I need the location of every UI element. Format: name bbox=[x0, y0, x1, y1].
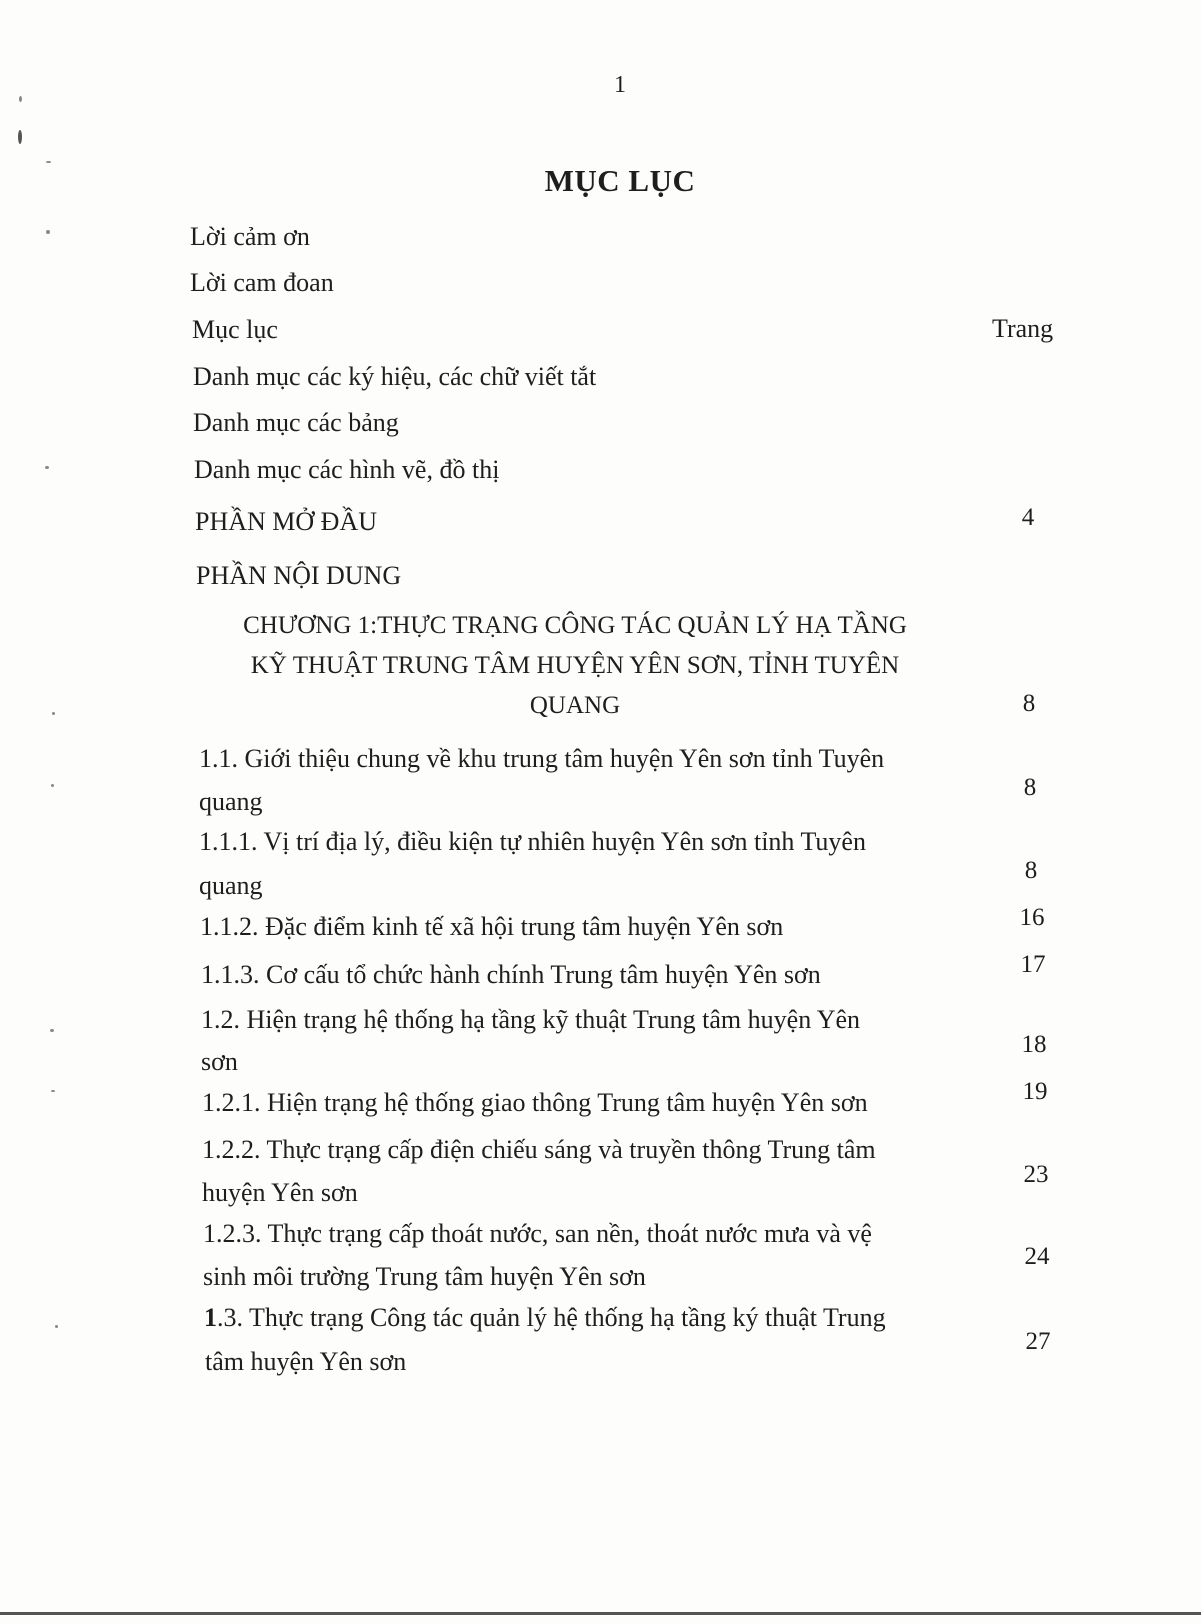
toc-chapter-line: CHƯƠNG 1:THỰC TRẠNG CÔNG TÁC QUẢN LÝ HẠ TẦNG bbox=[243, 612, 907, 639]
toc-page-number: 8 bbox=[1024, 857, 1038, 884]
toc-chapter-line: QUANG bbox=[529, 692, 621, 719]
toc-page-number: 4 bbox=[1021, 504, 1035, 531]
toc-page-number: 24 bbox=[1024, 1243, 1050, 1270]
toc-page-number: 27 bbox=[1025, 1328, 1051, 1355]
toc-page-number: 17 bbox=[1020, 951, 1046, 978]
page-column-header: Trang bbox=[992, 314, 1054, 343]
toc-page-number: 8 bbox=[1022, 690, 1036, 717]
scan-mark bbox=[18, 130, 22, 144]
toc-entry-continued: tâm huyện Yên sơn bbox=[205, 1347, 407, 1376]
scan-mark bbox=[50, 1029, 54, 1032]
toc-entry: 1.1.3. Cơ cấu tổ chức hành chính Trung tâm huyện Yên sơn bbox=[201, 960, 821, 989]
toc-page-number: 23 bbox=[1023, 1161, 1049, 1188]
toc-entry-prefix: 1 bbox=[204, 1303, 217, 1332]
page-bottom-edge bbox=[0, 1612, 1201, 1615]
toc-entry: 1.1.2. Đặc điểm kinh tế xã hội trung tâm huyện Yên sơn bbox=[200, 912, 784, 941]
toc-entry-contents: Mục lục bbox=[192, 315, 278, 344]
toc-chapter-line: KỸ THUẬT TRUNG TÂM HUYỆN YÊN SƠN, TỈNH TUYÊN bbox=[250, 652, 900, 679]
toc-entry: 1.1.1. Vị trí địa lý, điều kiện tự nhiên huyện Yên sơn tỉnh Tuyên bbox=[199, 827, 866, 856]
toc-entry-tables: Danh mục các bảng bbox=[193, 408, 399, 437]
toc-entry-continued: sơn bbox=[201, 1047, 238, 1076]
toc-entry: 1.2.3. Thực trạng cấp thoát nước, san nền, thoát nước mưa và vệ bbox=[203, 1219, 872, 1248]
scan-mark bbox=[55, 1325, 58, 1328]
toc-entry-continued: huyện Yên sơn bbox=[202, 1178, 358, 1207]
scan-mark bbox=[46, 230, 50, 234]
toc-page-number: 19 bbox=[1022, 1078, 1048, 1105]
scan-mark bbox=[51, 784, 54, 787]
toc-entry-continued: quang bbox=[199, 871, 263, 900]
toc-page-number: 16 bbox=[1019, 904, 1045, 931]
toc-entry bbox=[204, 1303, 886, 1333]
toc-part-intro: PHẦN MỞ ĐẦU bbox=[195, 507, 378, 536]
toc-entry: 1.2.1. Hiện trạng hệ thống giao thông Trung tâm huyện Yên sơn bbox=[202, 1088, 868, 1117]
toc-entry-text: .3. Thực trạng Công tác quản lý hệ thống hạ tầng ký thuật Trung bbox=[217, 1303, 886, 1332]
toc-entry: 1.1. Giới thiệu chung về khu trung tâm huyện Yên sơn tỉnh Tuyên bbox=[199, 744, 885, 773]
page-title: MỤC LỤC bbox=[544, 163, 696, 198]
scan-mark bbox=[52, 712, 55, 715]
toc-entry-figures: Danh mục các hình vẽ, đồ thị bbox=[194, 455, 500, 484]
toc-entry: 1.2.2. Thực trạng cấp điện chiếu sáng và truyền thông Trung tâm bbox=[202, 1135, 876, 1164]
toc-entry-declaration: Lời cam đoan bbox=[190, 268, 334, 297]
scan-mark bbox=[46, 161, 51, 163]
scan-mark bbox=[51, 1090, 55, 1092]
toc-entry-abbreviations: Danh mục các ký hiệu, các chữ viết tắt bbox=[193, 362, 597, 391]
toc-page-number: 8 bbox=[1023, 774, 1037, 801]
toc-entry: 1.2. Hiện trạng hệ thống hạ tầng kỹ thuật Trung tâm huyện Yên bbox=[201, 1005, 861, 1034]
toc-entry-acknowledgements: Lời cảm ơn bbox=[190, 222, 310, 251]
scan-mark bbox=[45, 466, 49, 469]
toc-part-content: PHẦN NỘI DUNG bbox=[196, 561, 402, 590]
scan-mark bbox=[19, 96, 22, 102]
page-number: 1 bbox=[614, 72, 626, 98]
toc-page-number: 18 bbox=[1021, 1031, 1047, 1058]
toc-entry-continued: quang bbox=[199, 787, 263, 816]
toc-entry-continued: sinh môi trường Trung tâm huyện Yên sơn bbox=[203, 1262, 646, 1291]
